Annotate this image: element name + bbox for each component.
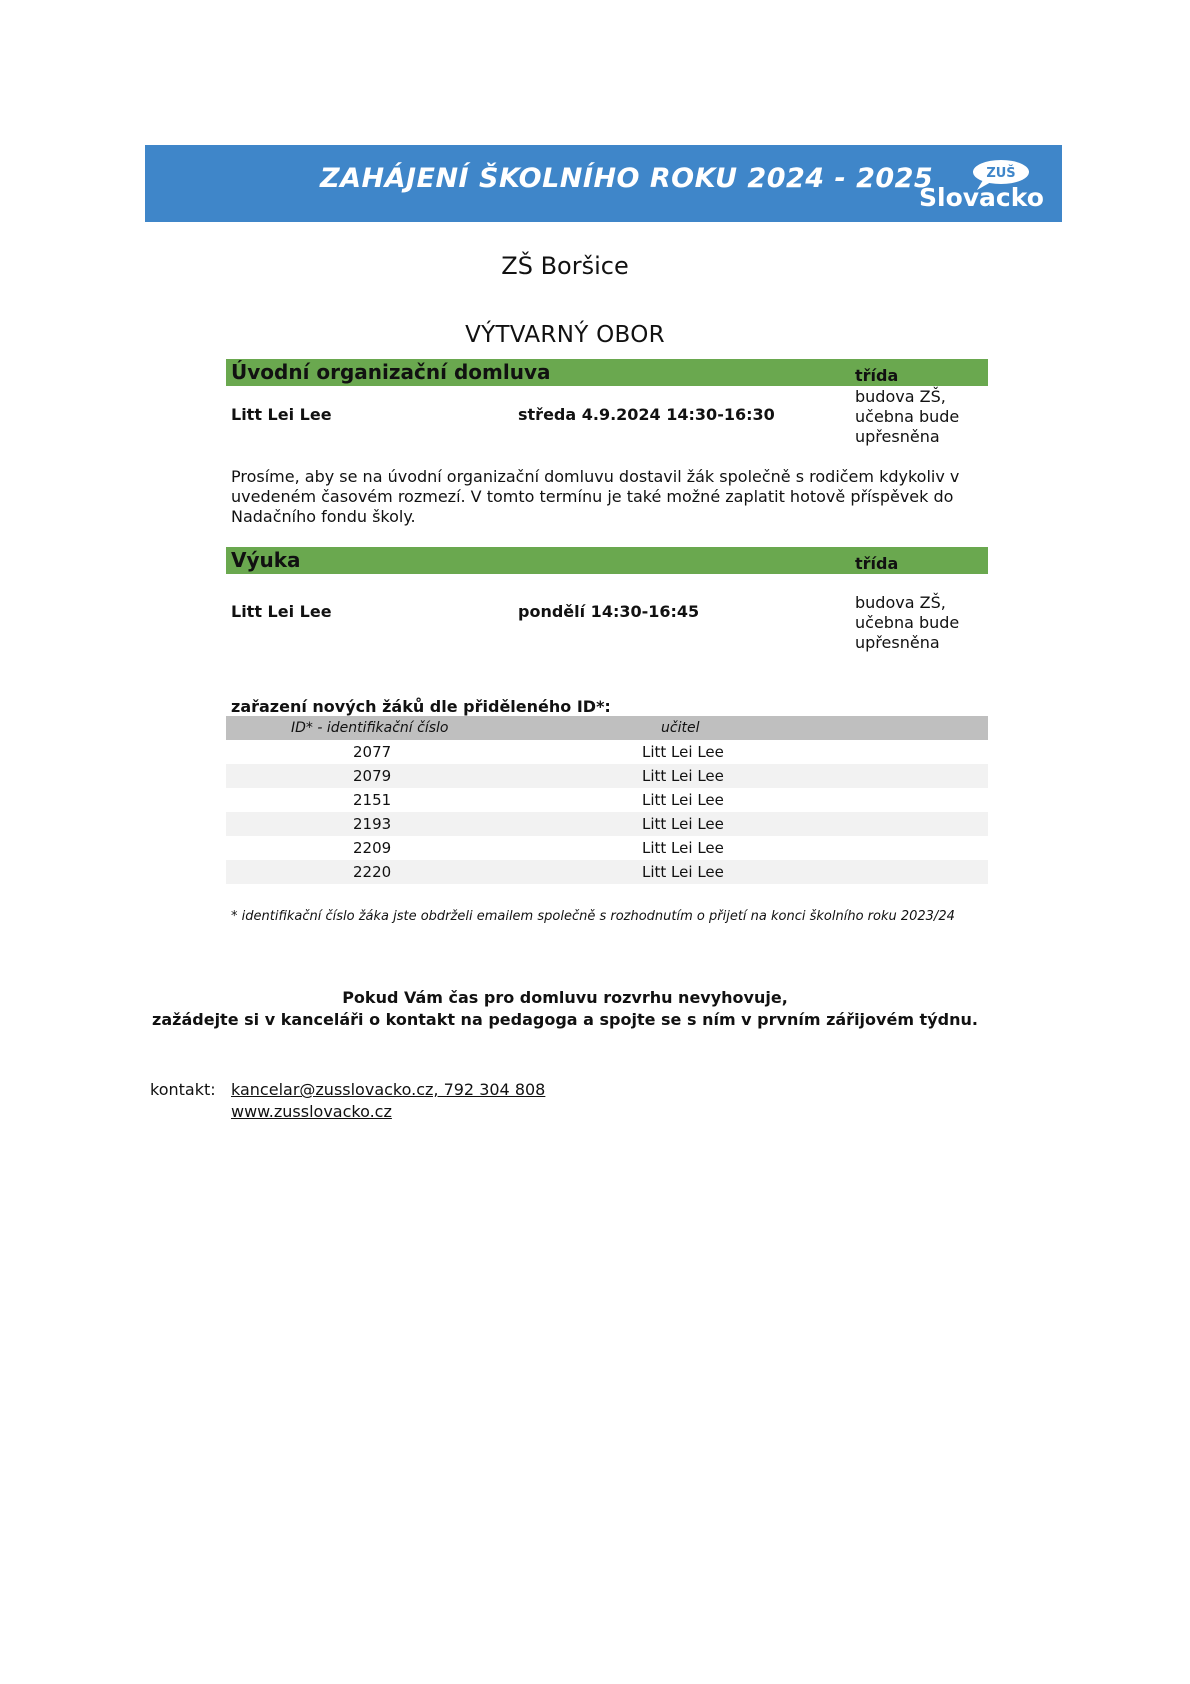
row-id: 2220 (353, 863, 392, 881)
lessons-room: budova ZŠ, učebna bude upřesněna (855, 593, 960, 652)
contact-web-link[interactable]: www.zusslovacko.cz (231, 1102, 392, 1121)
logo-small-text: ZUŠ (986, 166, 1016, 181)
column-header-id: ID* - identifikační číslo (291, 720, 449, 736)
intro-paragraph: Prosíme, aby se na úvodní organizační domluvu dostavil žák společně s rodičem kdykoliv v uvedeném časovém rozmezí. V tomto termínu je také možné zaplatit hotově příspěvek do Nadačního fondu školy. (231, 467, 960, 526)
table-row (226, 812, 988, 836)
row-id: 2193 (353, 815, 392, 833)
notice-line-1: Pokud Vám čas pro domluvu rozvrhu nevyhovuje, (342, 988, 788, 1007)
row-teacher: Litt Lei Lee (642, 815, 724, 833)
contact-label: kontakt: (150, 1080, 216, 1099)
page-title: ZAHÁJENÍ ŠKOLNÍHO ROKU 2024 - 2025 (320, 163, 934, 194)
logo-main-text: Slovacko (919, 183, 1044, 212)
table-row (226, 788, 988, 812)
table-header (226, 716, 988, 740)
section-lessons-title: Výuka (231, 548, 301, 572)
contact-email-link[interactable]: kancelar@zusslovacko.cz, 792 304 808 (231, 1080, 546, 1099)
row-id: 2151 (353, 791, 392, 809)
row-teacher: Litt Lei Lee (642, 743, 724, 761)
intro-teacher: Litt Lei Lee (231, 405, 332, 424)
lessons-time: pondělí 14:30-16:45 (518, 602, 700, 621)
assignment-table (226, 716, 988, 884)
table-row (226, 740, 988, 764)
table-row (226, 764, 988, 788)
section-lessons-room-header: třída (855, 554, 899, 573)
footnote: * identifikační číslo žáka jste obdrželi emailem společně s rozhodnutím o přijetí na konci školního roku 2023/24 (231, 909, 955, 924)
row-id: 2079 (353, 767, 392, 785)
lessons-teacher: Litt Lei Lee (231, 602, 332, 621)
table-row (226, 836, 988, 860)
row-id: 2209 (353, 839, 392, 857)
column-header-teacher: učitel (661, 720, 700, 736)
row-teacher: Litt Lei Lee (642, 863, 724, 881)
intro-time: středa 4.9.2024 14:30-16:30 (518, 405, 775, 424)
row-id: 2077 (353, 743, 392, 761)
table-row (226, 860, 988, 884)
row-teacher: Litt Lei Lee (642, 791, 724, 809)
section-intro-title: Úvodní organizační domluva (231, 360, 551, 384)
intro-room: budova ZŠ, učebna bude upřesněna (855, 387, 960, 446)
school-name: ZŠ Boršice (501, 252, 629, 280)
department-title: VÝTVARNÝ OBOR (465, 322, 665, 348)
section-intro-room-header: třída (855, 366, 899, 385)
row-teacher: Litt Lei Lee (642, 767, 724, 785)
logo (905, 153, 1055, 215)
row-teacher: Litt Lei Lee (642, 839, 724, 857)
assignment-title: zařazení nových žáků dle přiděleného ID*: (231, 697, 611, 716)
notice-line-2: zažádejte si v kanceláři o kontakt na pedagoga a spojte se s ním v prvním zářijovém týdnu. (152, 1010, 978, 1029)
